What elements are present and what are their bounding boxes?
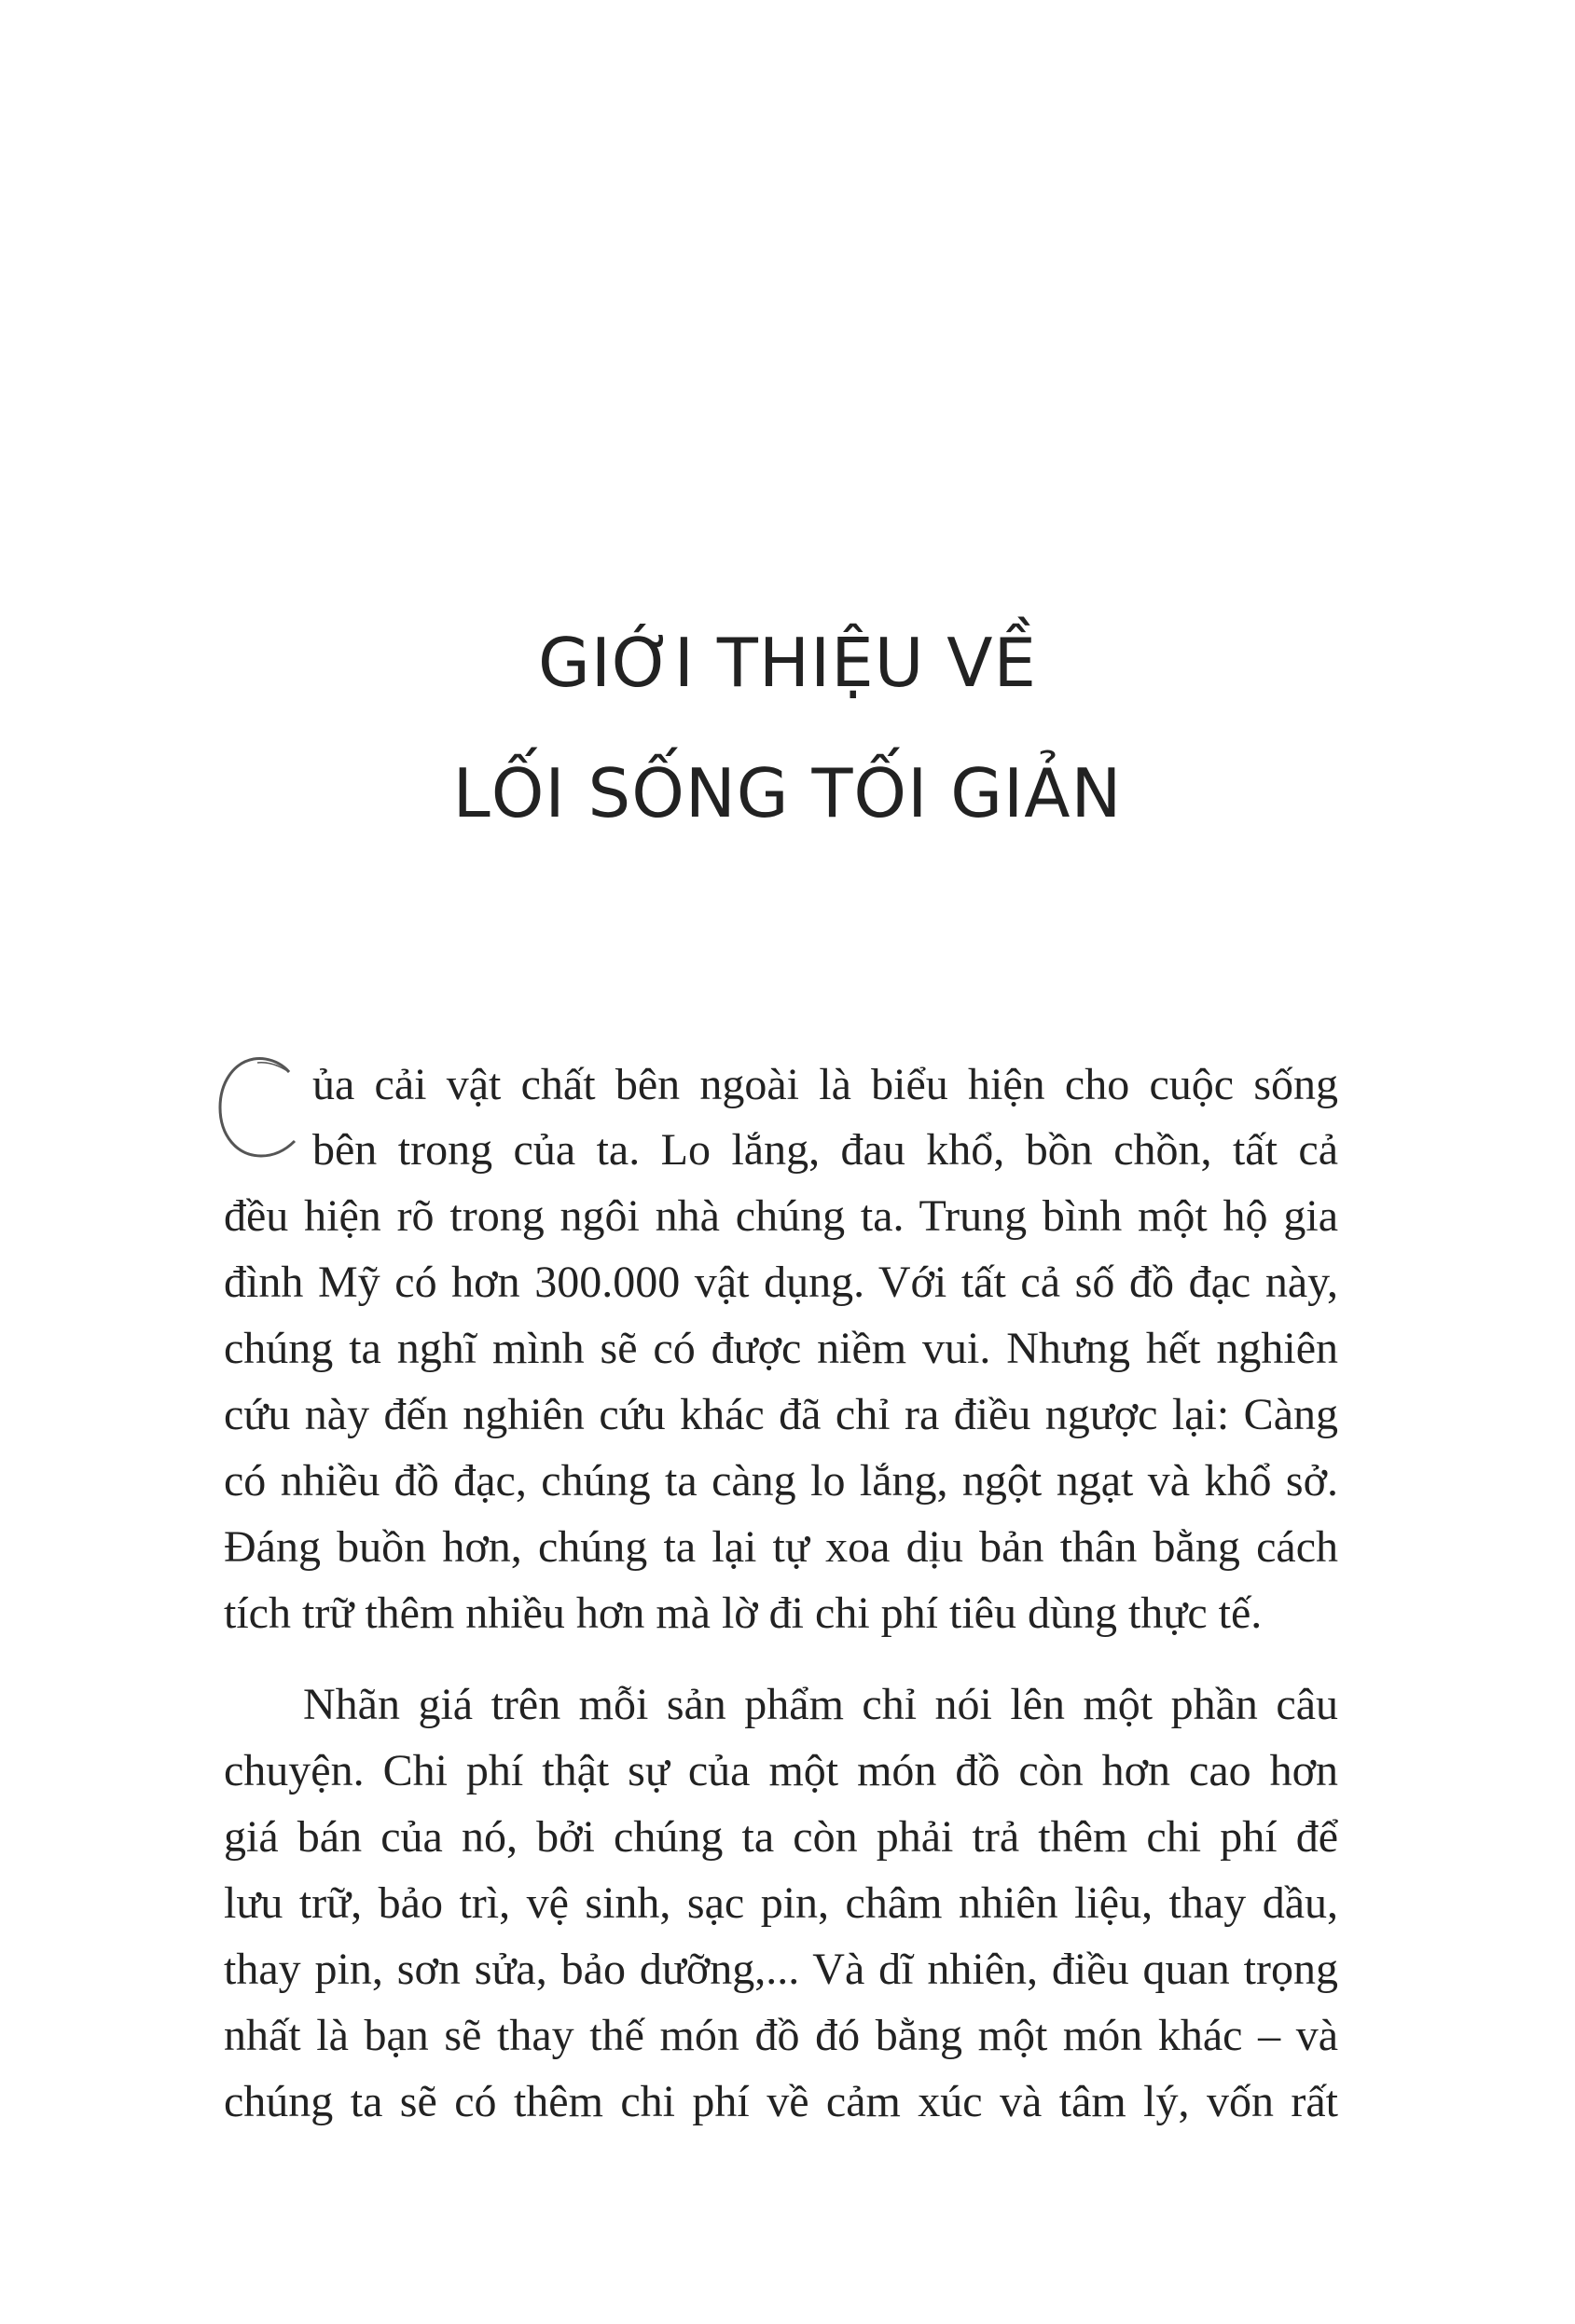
paragraph-1-line: có nhiều đồ đạc, chúng ta càng lo lắng, ngột ngạt và khổ sở. [224, 1456, 1338, 1506]
paragraph-2-line: Nhãn giá trên mỗi sản phẩm chỉ nói lên một phần câu [303, 1680, 1338, 1729]
paragraph-1-line: đều hiện rõ trong ngôi nhà chúng ta. Trung bình một hộ gia [224, 1191, 1338, 1241]
paragraph-1-line: ủa cải vật chất bên ngoài là biểu hiện cho cuộc sống [312, 1060, 1338, 1109]
paragraph-1-line: đình Mỹ có hơn 300.000 vật dụng. Với tất cả số đồ đạc này, [224, 1258, 1338, 1307]
paragraph-1-line: Đáng buồn hơn, chúng ta lại tự xoa dịu bản thân bằng cách [224, 1522, 1338, 1572]
paragraph-2-line: lưu trữ, bảo trì, vệ sinh, sạc pin, châm nhiên liệu, thay dầu, [224, 1878, 1338, 1928]
chapter-title-line-1: GIỚI THIỆU VỀ [537, 624, 1038, 702]
chapter-title-line-2: LỐI SỐNG TỐI GIẢN [452, 754, 1123, 832]
drop-cap [216, 1052, 300, 1163]
paragraph-2-line: nhất là bạn sẽ thay thế món đồ đó bằng một món khác – và [224, 2011, 1338, 2060]
paragraph-2-line: chuyện. Chi phí thật sự của một món đồ còn hơn cao hơn [224, 1746, 1338, 1795]
paragraph-2-line: thay pin, sơn sửa, bảo dưỡng,... Và dĩ nhiên, điều quan trọng [224, 1945, 1338, 1994]
paragraph-1-line: cứu này đến nghiên cứu khác đã chỉ ra điều ngược lại: Càng [224, 1390, 1338, 1439]
paragraph-2-line: giá bán của nó, bởi chúng ta còn phải trả thêm chi phí để [224, 1812, 1338, 1862]
paragraph-1-line: tích trữ thêm nhiều hơn mà lờ đi chi phí tiêu dùng thực tế. [224, 1588, 1263, 1638]
paragraph-1-line: bên trong của ta. Lo lắng, đau khổ, bồn chồn, tất cả [312, 1125, 1338, 1175]
paragraph-1-line: chúng ta nghĩ mình sẽ có được niềm vui. Nhưng hết nghiên [224, 1324, 1338, 1373]
paragraph-2-line: chúng ta sẽ có thêm chi phí về cảm xúc và tâm lý, vốn rất [224, 2077, 1338, 2126]
